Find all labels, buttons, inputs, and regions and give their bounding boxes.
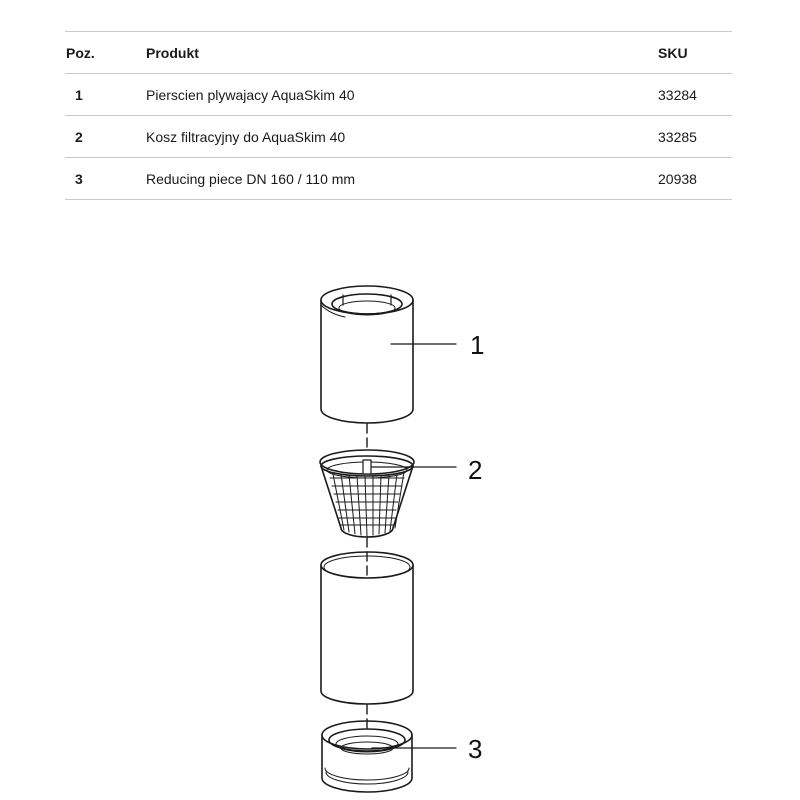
header-sku: SKU — [658, 32, 732, 74]
callout-2: 2 — [468, 455, 483, 485]
header-pos: Poz. — [65, 32, 146, 74]
callout-3: 3 — [468, 734, 483, 764]
row-product: Reducing piece DN 160 / 110 mm — [146, 158, 658, 200]
callout-1: 1 — [470, 330, 485, 360]
header-product: Produkt — [146, 32, 658, 74]
row-product: Pierscien plywajacy AquaSkim 40 — [146, 74, 658, 116]
part-reducing-piece — [322, 721, 412, 792]
row-product: Kosz filtracyjny do AquaSkim 40 — [146, 116, 658, 158]
row-sku: 20938 — [658, 158, 732, 200]
row-pos: 3 — [65, 158, 146, 200]
row-pos: 1 — [65, 74, 146, 116]
row-sku: 33284 — [658, 74, 732, 116]
row-sku: 33285 — [658, 116, 732, 158]
part-filter-basket — [320, 450, 414, 537]
part-floating-ring — [321, 286, 413, 423]
row-pos: 2 — [65, 116, 146, 158]
